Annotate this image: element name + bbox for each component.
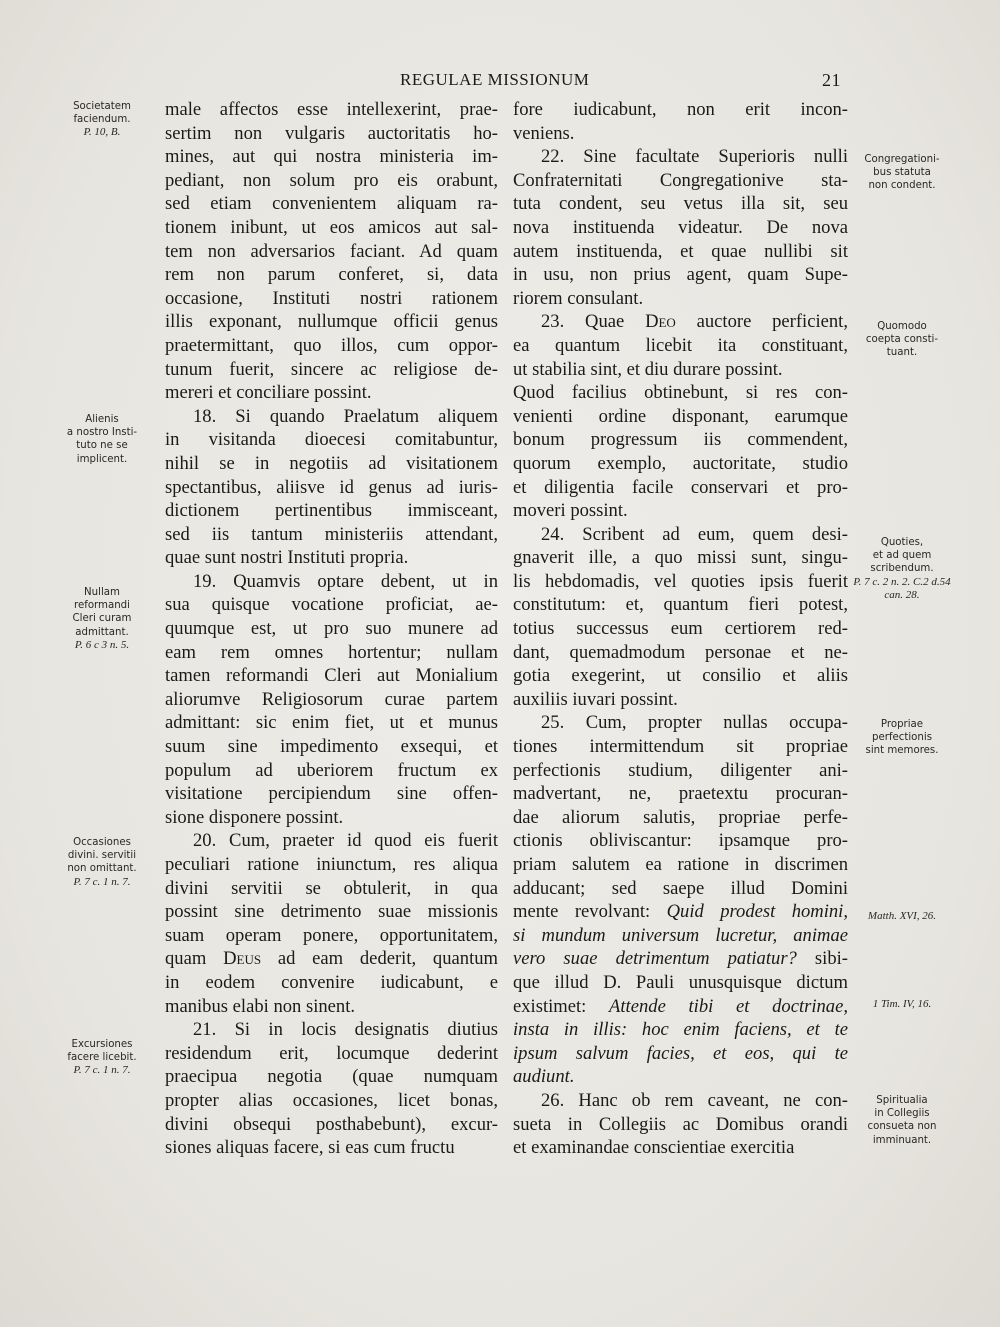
text-line: residendum erit, locumque dederint	[165, 1042, 498, 1064]
text-line: priam salutem ea ratione in discrimen	[513, 854, 848, 875]
text-line: veniens.	[513, 122, 575, 144]
text-line: tuta condent, seu vetus illa sit, seu	[513, 193, 848, 215]
left-text-column	[165, 98, 498, 1160]
text-line: 23. Quae Deo auctore perficient,	[541, 311, 848, 333]
margin-note-line: tuto ne se	[76, 440, 128, 452]
margin-note-reference: P. 7 c. 1 n. 7.	[73, 875, 131, 888]
running-title: REGULAE MISSIONUM	[400, 70, 590, 89]
margin-note-line: Societatem	[73, 101, 131, 112]
margin-note-alienis	[52, 413, 152, 466]
margin-note-line: implicent.	[76, 453, 128, 465]
text-line: existimet: Attende tibi et doctrinae,	[513, 995, 849, 1017]
text-line: suam operam ponere, opportunitatem,	[165, 924, 498, 946]
text-line: nihil se in negotiis ad visitationem	[165, 452, 498, 474]
text-line: 26. Hanc ob rem caveant, ne con-	[541, 1089, 848, 1111]
text-line: male affectos esse intellexerint, prae-	[165, 99, 498, 120]
margin-note-line: in Collegiis	[874, 1108, 930, 1120]
margin-note-line: non omittant.	[67, 863, 137, 875]
text-line: dant, quemadmodum personae et ne-	[513, 641, 848, 663]
margin-note-reference: 1 Tim. IV, 16.	[872, 998, 932, 1010]
margin-note-line: Excursiones	[71, 1039, 133, 1050]
margin-note-quomodo	[852, 320, 952, 360]
margin-note-line: a nostro Insti-	[66, 427, 138, 439]
margin-note-line: Alienis	[85, 414, 119, 425]
margin-note-line: admittant.	[75, 626, 129, 638]
text-line: tunum fuerit, sincere ac religiose de-	[165, 358, 498, 380]
text-line: sed etiam convenientem aliquam ra-	[165, 193, 498, 215]
text-line: totius successus eum certiorem red-	[513, 618, 848, 640]
text-line: sua quisque vocatione proficiat, ae-	[165, 594, 498, 616]
text-line: divini servitii se obtulerit, in qua	[165, 877, 498, 899]
text-line: quumque est, ut pro suo munere ad	[165, 618, 498, 640]
margin-note-line: scribendum.	[870, 563, 934, 575]
text-line: sueta in Collegiis ac Domibus orandi	[513, 1113, 848, 1135]
text-line: occasione, Instituti nostri rationem	[165, 287, 498, 309]
text-line: Quod facilius obtinebunt, si res con-	[513, 382, 848, 404]
text-line: moveri possint.	[513, 500, 628, 522]
margin-note-line: consueta non	[867, 1121, 937, 1133]
text-line: propter alias occasiones, licet bonas,	[165, 1089, 498, 1111]
text-line: tionem inibunt, ut eos amicos aut sal-	[165, 216, 498, 238]
text-line: sed iis tantum ministeriis attendant,	[165, 523, 498, 545]
text-line: gotia exegerint, ut consilio et aliis	[513, 665, 848, 687]
text-line: quorum exemplo, auctoritate, studio	[513, 452, 848, 474]
margin-note-line: bus statuta	[873, 167, 931, 179]
margin-note-line: Nullam	[84, 587, 120, 598]
text-line: vero suae detrimentum patiatur? sibi-	[513, 948, 848, 970]
text-line: venienti ordine disponant, earumque	[513, 405, 848, 427]
margin-note-line: sint memores.	[865, 745, 939, 757]
text-line: sione disponere possint.	[165, 806, 344, 828]
text-line: perfectionis studium, diligenter ani-	[513, 759, 848, 781]
text-line: in eodem convenire iudicabunt, e	[165, 971, 498, 993]
text-line: audiunt.	[513, 1066, 575, 1088]
text-line: in visitanda dioecesi comitabuntur,	[165, 429, 498, 451]
margin-note-line: tuant.	[886, 347, 918, 359]
text-line: bonum progressum iis commendent,	[513, 429, 848, 451]
text-line: divini obsequi posthabebunt), excur-	[165, 1113, 498, 1135]
text-line: visitatione percipiendum sine offen-	[165, 783, 498, 805]
text-line: mines, aut qui nostra ministeria im-	[165, 146, 498, 168]
margin-note-line: imminuant.	[872, 1134, 932, 1146]
text-line: si mundum universum lucretur, animae	[513, 924, 848, 946]
margin-note-line: Quomodo	[877, 321, 927, 332]
text-line: sertim non vulgaris auctoritatis ho-	[165, 122, 498, 144]
text-line: praetermittant, quo illos, cum oppor-	[165, 334, 498, 356]
text-line: illis exponant, nullumque officii genus	[165, 311, 498, 333]
margin-note-line: facere licebit.	[67, 1052, 137, 1064]
text-line: auxiliis iuvari possint.	[513, 688, 678, 710]
text-line: populum ad uberiorem fructum ex	[165, 759, 498, 781]
running-header	[165, 70, 845, 96]
margin-note-line: et ad quem	[872, 550, 932, 562]
margin-note-reference: P. 7 c. 2 n. 2. C.2 d.54 can. 28.	[853, 575, 951, 601]
text-line: praecipua negotia (quae numquam	[165, 1066, 498, 1088]
text-line: quae sunt nostri Instituti propria.	[165, 547, 409, 569]
text-line: ea quantum licebit ita constituant,	[513, 334, 848, 356]
text-line: insta in illis: hoc enim faciens, et te	[513, 1019, 848, 1041]
text-line: admittant: sic enim fiet, ut et munus	[165, 712, 498, 734]
text-line: mereri et conciliare possint.	[165, 382, 372, 404]
margin-note-line: perfectionis	[871, 732, 933, 744]
text-line: dae aliorum salutis, propriae perfe-	[513, 806, 848, 828]
text-line: 20. Cum, praeter id quod eis fuerit	[193, 830, 498, 852]
margin-note-reference: P. 7 c. 1 n. 7.	[73, 1064, 131, 1077]
margin-note-line: reformandi	[74, 600, 130, 612]
text-line: dictionem pertinentibus immisceant,	[165, 500, 498, 522]
text-line: ut stabilia sint, et diu durare possint.	[513, 358, 783, 380]
margin-note-quoties	[852, 536, 952, 602]
text-line: pediant, non solum pro eis orabunt,	[165, 169, 498, 191]
margin-note-line: Quoties,	[880, 537, 924, 548]
margin-note-propriae	[852, 718, 952, 758]
text-line: nova instituenda videatur. De nova	[513, 216, 848, 238]
margin-note-line: non condent.	[868, 180, 936, 192]
text-line: mente revolvant: Quid prodest homini,	[513, 901, 848, 923]
text-line: et diligentia facile conservari et pro-	[513, 476, 848, 498]
page-number: 21	[822, 70, 841, 90]
margin-note-excursiones	[52, 1038, 152, 1078]
text-line: tiones intermittendum sit propriae	[513, 736, 848, 758]
margin-note-occasiones	[52, 836, 152, 889]
text-line: suum sine impedimento exsequi, et	[165, 736, 498, 758]
text-line: rem non parum conferet, si, data	[165, 264, 498, 286]
text-line: lis hebdomadis, vel quoties ipsis fuerit	[513, 570, 848, 592]
margin-note-spiritualia	[852, 1094, 952, 1147]
margin-note-line: faciendum.	[73, 114, 131, 126]
text-line: spectantibus, aliisve id genus ad iuris-	[165, 476, 498, 498]
margin-note-line: coepta consti-	[865, 334, 939, 346]
text-line: ipsum salvum facies, et eos, qui te	[513, 1042, 848, 1064]
text-line: riorem consulant.	[513, 287, 644, 309]
text-line: Confraternitati Congregationive sta-	[513, 169, 848, 191]
margin-note-societatem	[52, 100, 152, 140]
margin-note-line: divini. servitii	[67, 850, 137, 862]
margin-note-reference: P. 10, B.	[83, 126, 121, 139]
text-line: 21. Si in locis designatis diutius	[193, 1019, 498, 1041]
text-line: fore iudicabunt, non erit incon-	[513, 99, 848, 120]
text-line: et examinandae conscientiae exercitia	[513, 1137, 795, 1159]
text-line: madvertant, ne, praetextu procuran-	[513, 783, 848, 805]
margin-note-line: Propriae	[880, 719, 924, 730]
text-line: constitutum: et, quantum fieri potest,	[513, 594, 848, 616]
text-line: possint sine detrimento suae missionis	[165, 901, 498, 923]
margin-note-nullam	[52, 586, 152, 652]
text-line: que illud D. Pauli unusquisque dictum	[513, 971, 848, 993]
margin-note-line: Cleri curam	[72, 613, 132, 625]
margin-note-line: Congregationi-	[864, 154, 940, 165]
text-line: 22. Sine facultate Superioris nulli	[541, 146, 848, 168]
text-line: adducant; sed saepe illud Domini	[513, 877, 848, 899]
text-line: tamen reformandi Cleri aut Monialium	[165, 665, 498, 687]
margin-note-line: Spiritualia	[876, 1095, 928, 1106]
text-line: 24. Scribent ad eum, quem desi-	[541, 523, 848, 545]
margin-note-matth	[852, 910, 952, 923]
margin-note-tim	[852, 998, 952, 1011]
text-line: autem instituenda, et quae nullibi sit	[513, 240, 848, 262]
text-line: siones aliquas facere, si eas cum fructu	[165, 1137, 455, 1159]
text-line: 18. Si quando Praelatum aliquem	[193, 405, 498, 427]
text-line: aliorumve Religiosorum curae partem	[165, 688, 498, 710]
text-line: tem non adversarios faciant. Ad quam	[165, 240, 498, 262]
margin-note-reference: Matth. XVI, 26.	[867, 910, 937, 922]
text-line: eam rem omnes hortentur; nullam	[165, 641, 498, 663]
margin-note-reference: P. 6 c 3 n. 5.	[74, 638, 130, 651]
text-line: quam Deus ad eam dederit, quantum	[165, 948, 498, 970]
text-line: in usu, non prius agent, quam Supe-	[513, 264, 848, 286]
text-line: peculiari ratione iniunctum, res aliqua	[165, 854, 498, 875]
text-line: 25. Cum, propter nullas occupa-	[541, 712, 848, 734]
text-line: manibus elabi non sinent.	[165, 995, 356, 1017]
right-text-column	[513, 98, 848, 1160]
text-line: gnaverit ille, a quo missi sunt, singu-	[513, 547, 848, 569]
text-line: ctionis obliviscantur: ipsamque pro-	[513, 830, 848, 852]
margin-note-line: Occasiones	[73, 837, 131, 848]
margin-note-congregationibus	[852, 153, 952, 193]
text-line: 19. Quamvis optare debent, ut in	[193, 570, 498, 592]
